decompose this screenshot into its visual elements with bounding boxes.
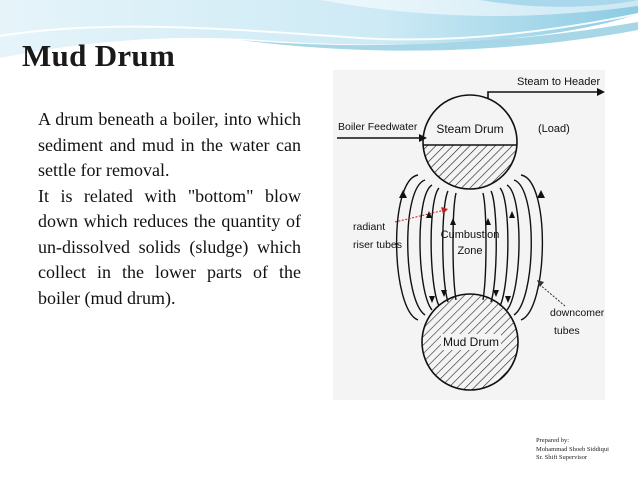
combustion-label: Cumbustion — [440, 229, 500, 241]
tubes-label: tubes — [554, 325, 580, 337]
slide-body — [38, 107, 301, 311]
steam-drum-label: Steam Drum — [436, 122, 504, 136]
credit-author: Mohammad Shoeb Siddiqui — [536, 445, 609, 453]
credit-block — [536, 437, 609, 463]
load-label: (Load) — [538, 123, 570, 135]
steam-drum — [423, 95, 517, 189]
paragraph-blowdown: It is related with "bottom" blow down which reduces the quantity of un-dissolved solids (sludge) which collect in the lower parts of the boiler (mud drum). — [38, 185, 301, 308]
credit-prepared-by: Prepared by: — [536, 437, 570, 444]
slide-title: Mud Drum — [22, 38, 176, 73]
paragraph-definition: A drum beneath a boiler, into which sediment and mud in the water can settle for removal. — [38, 109, 301, 180]
credit-role: Sr. Shift Supervisor — [536, 454, 588, 461]
boiler-feedwater-label: Boiler Feedwater — [338, 121, 418, 133]
zone-label: Zone — [457, 245, 483, 257]
mud-drum-label: Mud Drum — [442, 335, 500, 349]
boiler-diagram — [333, 70, 605, 400]
downcomer-label: downcomer — [550, 307, 605, 319]
mud-drum — [422, 294, 518, 390]
steam-to-header-label: Steam to Header — [517, 76, 601, 88]
radiant-label: radiant — [353, 221, 386, 233]
riser-tubes-label: riser tubes — [353, 239, 403, 251]
